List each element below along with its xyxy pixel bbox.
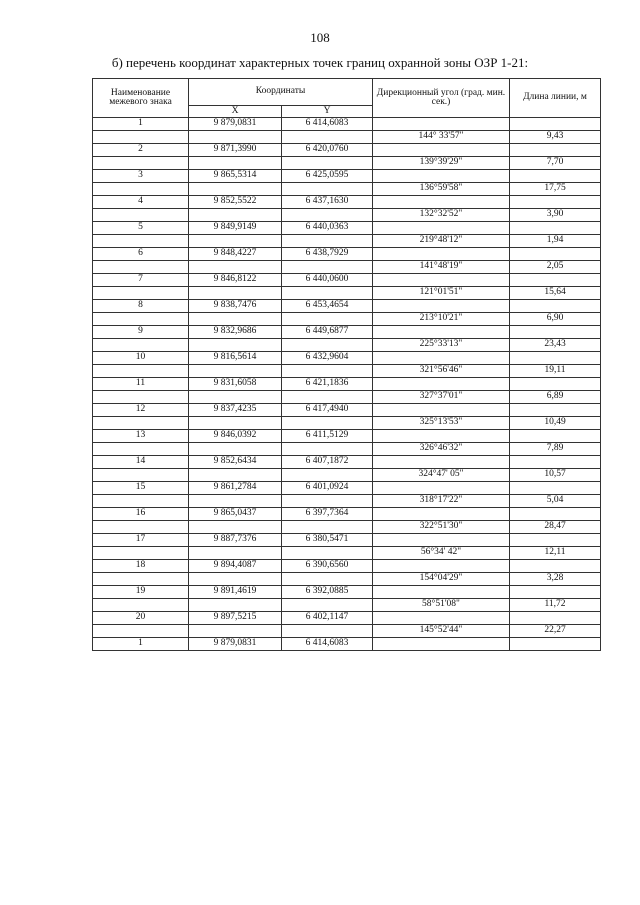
empty-cell xyxy=(282,131,373,144)
point-name: 11 xyxy=(93,378,189,391)
empty-cell xyxy=(93,391,189,404)
empty-cell xyxy=(282,469,373,482)
empty-cell xyxy=(282,365,373,378)
empty-cell xyxy=(373,404,510,417)
point-y: 6 421,1836 xyxy=(282,378,373,391)
point-x: 9 846,8122 xyxy=(189,274,282,287)
segment-angle: 58°51'08" xyxy=(373,599,510,612)
point-name: 1 xyxy=(93,638,189,651)
empty-cell xyxy=(93,235,189,248)
empty-cell xyxy=(373,196,510,209)
point-x: 9 891,4619 xyxy=(189,586,282,599)
empty-cell xyxy=(282,521,373,534)
empty-cell xyxy=(282,417,373,430)
point-y: 6 417,4940 xyxy=(282,404,373,417)
empty-cell xyxy=(373,482,510,495)
point-x: 9 838,7476 xyxy=(189,300,282,313)
empty-cell xyxy=(93,287,189,300)
segment-angle: 139°39'29" xyxy=(373,157,510,170)
point-row xyxy=(93,144,601,157)
segment-row xyxy=(93,495,601,508)
segment-length: 7,70 xyxy=(510,157,601,170)
point-name: 2 xyxy=(93,144,189,157)
empty-cell xyxy=(282,209,373,222)
point-name: 16 xyxy=(93,508,189,521)
point-name: 5 xyxy=(93,222,189,235)
empty-cell xyxy=(189,313,282,326)
point-row xyxy=(93,222,601,235)
header-y: Y xyxy=(282,106,373,118)
point-x: 9 894,4087 xyxy=(189,560,282,573)
empty-cell xyxy=(282,313,373,326)
segment-length: 7,89 xyxy=(510,443,601,456)
empty-cell xyxy=(189,495,282,508)
empty-cell xyxy=(189,157,282,170)
empty-cell xyxy=(93,339,189,352)
empty-cell xyxy=(93,417,189,430)
empty-cell xyxy=(510,508,601,521)
segment-row xyxy=(93,521,601,534)
point-row xyxy=(93,612,601,625)
point-x: 9 865,5314 xyxy=(189,170,282,183)
empty-cell xyxy=(189,391,282,404)
segment-row xyxy=(93,313,601,326)
empty-cell xyxy=(373,300,510,313)
empty-cell xyxy=(93,365,189,378)
segment-angle: 321°56'46" xyxy=(373,365,510,378)
empty-cell xyxy=(282,443,373,456)
point-x: 9 879,0831 xyxy=(189,118,282,131)
segment-row xyxy=(93,469,601,482)
point-name: 12 xyxy=(93,404,189,417)
segment-row xyxy=(93,157,601,170)
empty-cell xyxy=(373,170,510,183)
segment-angle: 318°17'22" xyxy=(373,495,510,508)
empty-cell xyxy=(93,573,189,586)
empty-cell xyxy=(510,248,601,261)
empty-cell xyxy=(282,183,373,196)
point-row xyxy=(93,482,601,495)
segment-row xyxy=(93,183,601,196)
segment-angle: 225°33'13" xyxy=(373,339,510,352)
segment-length: 15,64 xyxy=(510,287,601,300)
empty-cell xyxy=(282,599,373,612)
empty-cell xyxy=(282,625,373,638)
point-y: 6 407,1872 xyxy=(282,456,373,469)
segment-angle: 56°34' 42" xyxy=(373,547,510,560)
empty-cell xyxy=(373,560,510,573)
header-x: X xyxy=(189,106,282,118)
empty-cell xyxy=(510,482,601,495)
point-x: 9 848,4227 xyxy=(189,248,282,261)
segment-row xyxy=(93,209,601,222)
point-name: 20 xyxy=(93,612,189,625)
empty-cell xyxy=(510,326,601,339)
point-x: 9 887,7376 xyxy=(189,534,282,547)
segment-length: 19,11 xyxy=(510,365,601,378)
empty-cell xyxy=(510,196,601,209)
point-y: 6 437,1630 xyxy=(282,196,373,209)
point-name: 14 xyxy=(93,456,189,469)
empty-cell xyxy=(189,469,282,482)
point-y: 6 440,0363 xyxy=(282,222,373,235)
segment-angle: 144° 33'57" xyxy=(373,131,510,144)
point-name: 1 xyxy=(93,118,189,131)
segment-length: 10,57 xyxy=(510,469,601,482)
table-header xyxy=(93,79,601,118)
empty-cell xyxy=(373,430,510,443)
point-name: 10 xyxy=(93,352,189,365)
point-y: 6 390,6560 xyxy=(282,560,373,573)
point-row xyxy=(93,534,601,547)
empty-cell xyxy=(510,456,601,469)
empty-cell xyxy=(189,599,282,612)
point-x: 9 879,0831 xyxy=(189,638,282,651)
point-x: 9 846,0392 xyxy=(189,430,282,443)
point-name: 4 xyxy=(93,196,189,209)
segment-angle: 219°48'12" xyxy=(373,235,510,248)
segment-length: 2,05 xyxy=(510,261,601,274)
point-y: 6 411,5129 xyxy=(282,430,373,443)
point-row xyxy=(93,352,601,365)
segment-angle: 132°32'52" xyxy=(373,209,510,222)
empty-cell xyxy=(510,586,601,599)
segment-row xyxy=(93,391,601,404)
point-x: 9 816,5614 xyxy=(189,352,282,365)
empty-cell xyxy=(510,352,601,365)
empty-cell xyxy=(93,183,189,196)
empty-cell xyxy=(93,547,189,560)
point-y: 6 397,7364 xyxy=(282,508,373,521)
segment-row xyxy=(93,131,601,144)
empty-cell xyxy=(93,209,189,222)
empty-cell xyxy=(189,443,282,456)
point-row xyxy=(93,430,601,443)
segment-length: 11,72 xyxy=(510,599,601,612)
empty-cell xyxy=(373,612,510,625)
empty-cell xyxy=(189,365,282,378)
segment-angle: 326°46'32" xyxy=(373,443,510,456)
segment-length: 10,49 xyxy=(510,417,601,430)
segment-length: 28,47 xyxy=(510,521,601,534)
segment-angle: 322°51'30" xyxy=(373,521,510,534)
empty-cell xyxy=(189,521,282,534)
point-row xyxy=(93,378,601,391)
empty-cell xyxy=(373,456,510,469)
point-name: 18 xyxy=(93,560,189,573)
point-name: 7 xyxy=(93,274,189,287)
point-name: 9 xyxy=(93,326,189,339)
segment-row xyxy=(93,261,601,274)
empty-cell xyxy=(189,183,282,196)
empty-cell xyxy=(510,300,601,313)
point-row xyxy=(93,326,601,339)
empty-cell xyxy=(189,573,282,586)
empty-cell xyxy=(282,287,373,300)
point-row xyxy=(93,404,601,417)
segment-row xyxy=(93,339,601,352)
empty-cell xyxy=(510,560,601,573)
point-x: 9 831,6058 xyxy=(189,378,282,391)
empty-cell xyxy=(189,417,282,430)
segment-row xyxy=(93,417,601,430)
empty-cell xyxy=(93,313,189,326)
segment-length: 23,43 xyxy=(510,339,601,352)
coordinates-table xyxy=(92,78,601,651)
empty-cell xyxy=(93,469,189,482)
segment-length: 1,94 xyxy=(510,235,601,248)
point-name: 8 xyxy=(93,300,189,313)
empty-cell xyxy=(373,534,510,547)
empty-cell xyxy=(373,274,510,287)
point-y: 6 414,6083 xyxy=(282,638,373,651)
empty-cell xyxy=(510,378,601,391)
point-row xyxy=(93,274,601,287)
empty-cell xyxy=(510,118,601,131)
point-y: 6 380,5471 xyxy=(282,534,373,547)
point-y: 6 449,6877 xyxy=(282,326,373,339)
segment-row xyxy=(93,443,601,456)
segment-length: 5,04 xyxy=(510,495,601,508)
point-row xyxy=(93,118,601,131)
table-caption: б) перечень координат характерных точек границ охранной зоны ОЗР 1-21: xyxy=(111,55,529,70)
segment-length: 6,90 xyxy=(510,313,601,326)
empty-cell xyxy=(373,248,510,261)
segment-angle: 154°04'29" xyxy=(373,573,510,586)
point-y: 6 440,0600 xyxy=(282,274,373,287)
header-line-length: Длина линии, м xyxy=(510,79,601,118)
empty-cell xyxy=(510,222,601,235)
point-y: 6 420,0760 xyxy=(282,144,373,157)
empty-cell xyxy=(189,261,282,274)
empty-cell xyxy=(373,118,510,131)
segment-length: 9,43 xyxy=(510,131,601,144)
point-x: 9 865,0437 xyxy=(189,508,282,521)
segment-length: 6,89 xyxy=(510,391,601,404)
segment-row xyxy=(93,287,601,300)
empty-cell xyxy=(510,274,601,287)
empty-cell xyxy=(282,547,373,560)
empty-cell xyxy=(189,209,282,222)
segment-row xyxy=(93,625,601,638)
empty-cell xyxy=(189,339,282,352)
header-coordinates: Координаты xyxy=(189,79,373,106)
segment-row xyxy=(93,235,601,248)
point-x: 9 852,5522 xyxy=(189,196,282,209)
empty-cell xyxy=(93,599,189,612)
point-row xyxy=(93,300,601,313)
page-number: 108 xyxy=(310,30,330,45)
empty-cell xyxy=(510,430,601,443)
point-x: 9 871,3990 xyxy=(189,144,282,157)
empty-cell xyxy=(282,157,373,170)
empty-cell xyxy=(93,625,189,638)
point-row xyxy=(93,638,601,651)
empty-cell xyxy=(189,131,282,144)
empty-cell xyxy=(373,326,510,339)
point-name: 19 xyxy=(93,586,189,599)
segment-angle: 136°59'58" xyxy=(373,183,510,196)
segment-row xyxy=(93,573,601,586)
point-y: 6 432,9604 xyxy=(282,352,373,365)
empty-cell xyxy=(282,573,373,586)
segment-angle: 325°13'53" xyxy=(373,417,510,430)
segment-angle: 327°37'01" xyxy=(373,391,510,404)
point-x: 9 832,9686 xyxy=(189,326,282,339)
empty-cell xyxy=(510,144,601,157)
empty-cell xyxy=(93,443,189,456)
segment-length: 3,28 xyxy=(510,573,601,586)
empty-cell xyxy=(93,495,189,508)
empty-cell xyxy=(373,508,510,521)
segment-length: 17,75 xyxy=(510,183,601,196)
empty-cell xyxy=(373,638,510,651)
point-name: 6 xyxy=(93,248,189,261)
point-y: 6 401,0924 xyxy=(282,482,373,495)
empty-cell xyxy=(510,534,601,547)
point-row xyxy=(93,248,601,261)
empty-cell xyxy=(510,404,601,417)
point-x: 9 861,2784 xyxy=(189,482,282,495)
point-name: 13 xyxy=(93,430,189,443)
point-y: 6 402,1147 xyxy=(282,612,373,625)
point-row xyxy=(93,560,601,573)
point-y: 6 453,4654 xyxy=(282,300,373,313)
empty-cell xyxy=(510,170,601,183)
segment-row xyxy=(93,599,601,612)
point-row xyxy=(93,456,601,469)
empty-cell xyxy=(189,625,282,638)
segment-length: 12,11 xyxy=(510,547,601,560)
point-row xyxy=(93,586,601,599)
segment-length: 3,90 xyxy=(510,209,601,222)
point-row xyxy=(93,508,601,521)
segment-angle: 324°47' 05" xyxy=(373,469,510,482)
empty-cell xyxy=(373,144,510,157)
point-row xyxy=(93,196,601,209)
point-x: 9 897,5215 xyxy=(189,612,282,625)
point-name: 3 xyxy=(93,170,189,183)
empty-cell xyxy=(510,612,601,625)
segment-angle: 213°10'21" xyxy=(373,313,510,326)
point-x: 9 852,6434 xyxy=(189,456,282,469)
segment-length: 22,27 xyxy=(510,625,601,638)
point-y: 6 414,6083 xyxy=(282,118,373,131)
header-direction-angle: Дирекционный угол (град. мин. сек.) xyxy=(373,79,510,118)
point-y: 6 392,0885 xyxy=(282,586,373,599)
point-name: 17 xyxy=(93,534,189,547)
empty-cell xyxy=(282,261,373,274)
empty-cell xyxy=(510,638,601,651)
empty-cell xyxy=(189,235,282,248)
empty-cell xyxy=(93,157,189,170)
empty-cell xyxy=(282,235,373,248)
point-x: 9 849,9149 xyxy=(189,222,282,235)
empty-cell xyxy=(373,222,510,235)
segment-row xyxy=(93,547,601,560)
segment-angle: 121°01'51" xyxy=(373,287,510,300)
empty-cell xyxy=(189,287,282,300)
point-row xyxy=(93,170,601,183)
point-y: 6 438,7929 xyxy=(282,248,373,261)
segment-row xyxy=(93,365,601,378)
empty-cell xyxy=(373,378,510,391)
empty-cell xyxy=(93,131,189,144)
empty-cell xyxy=(93,521,189,534)
empty-cell xyxy=(373,586,510,599)
empty-cell xyxy=(189,547,282,560)
empty-cell xyxy=(282,495,373,508)
empty-cell xyxy=(282,391,373,404)
empty-cell xyxy=(282,339,373,352)
empty-cell xyxy=(373,352,510,365)
point-x: 9 837,4235 xyxy=(189,404,282,417)
point-name: 15 xyxy=(93,482,189,495)
table-body xyxy=(93,118,601,651)
empty-cell xyxy=(93,261,189,274)
point-y: 6 425,0595 xyxy=(282,170,373,183)
segment-angle: 145°52'44" xyxy=(373,625,510,638)
header-point-name: Наименование межевого знака xyxy=(93,79,189,118)
segment-angle: 141°48'19" xyxy=(373,261,510,274)
